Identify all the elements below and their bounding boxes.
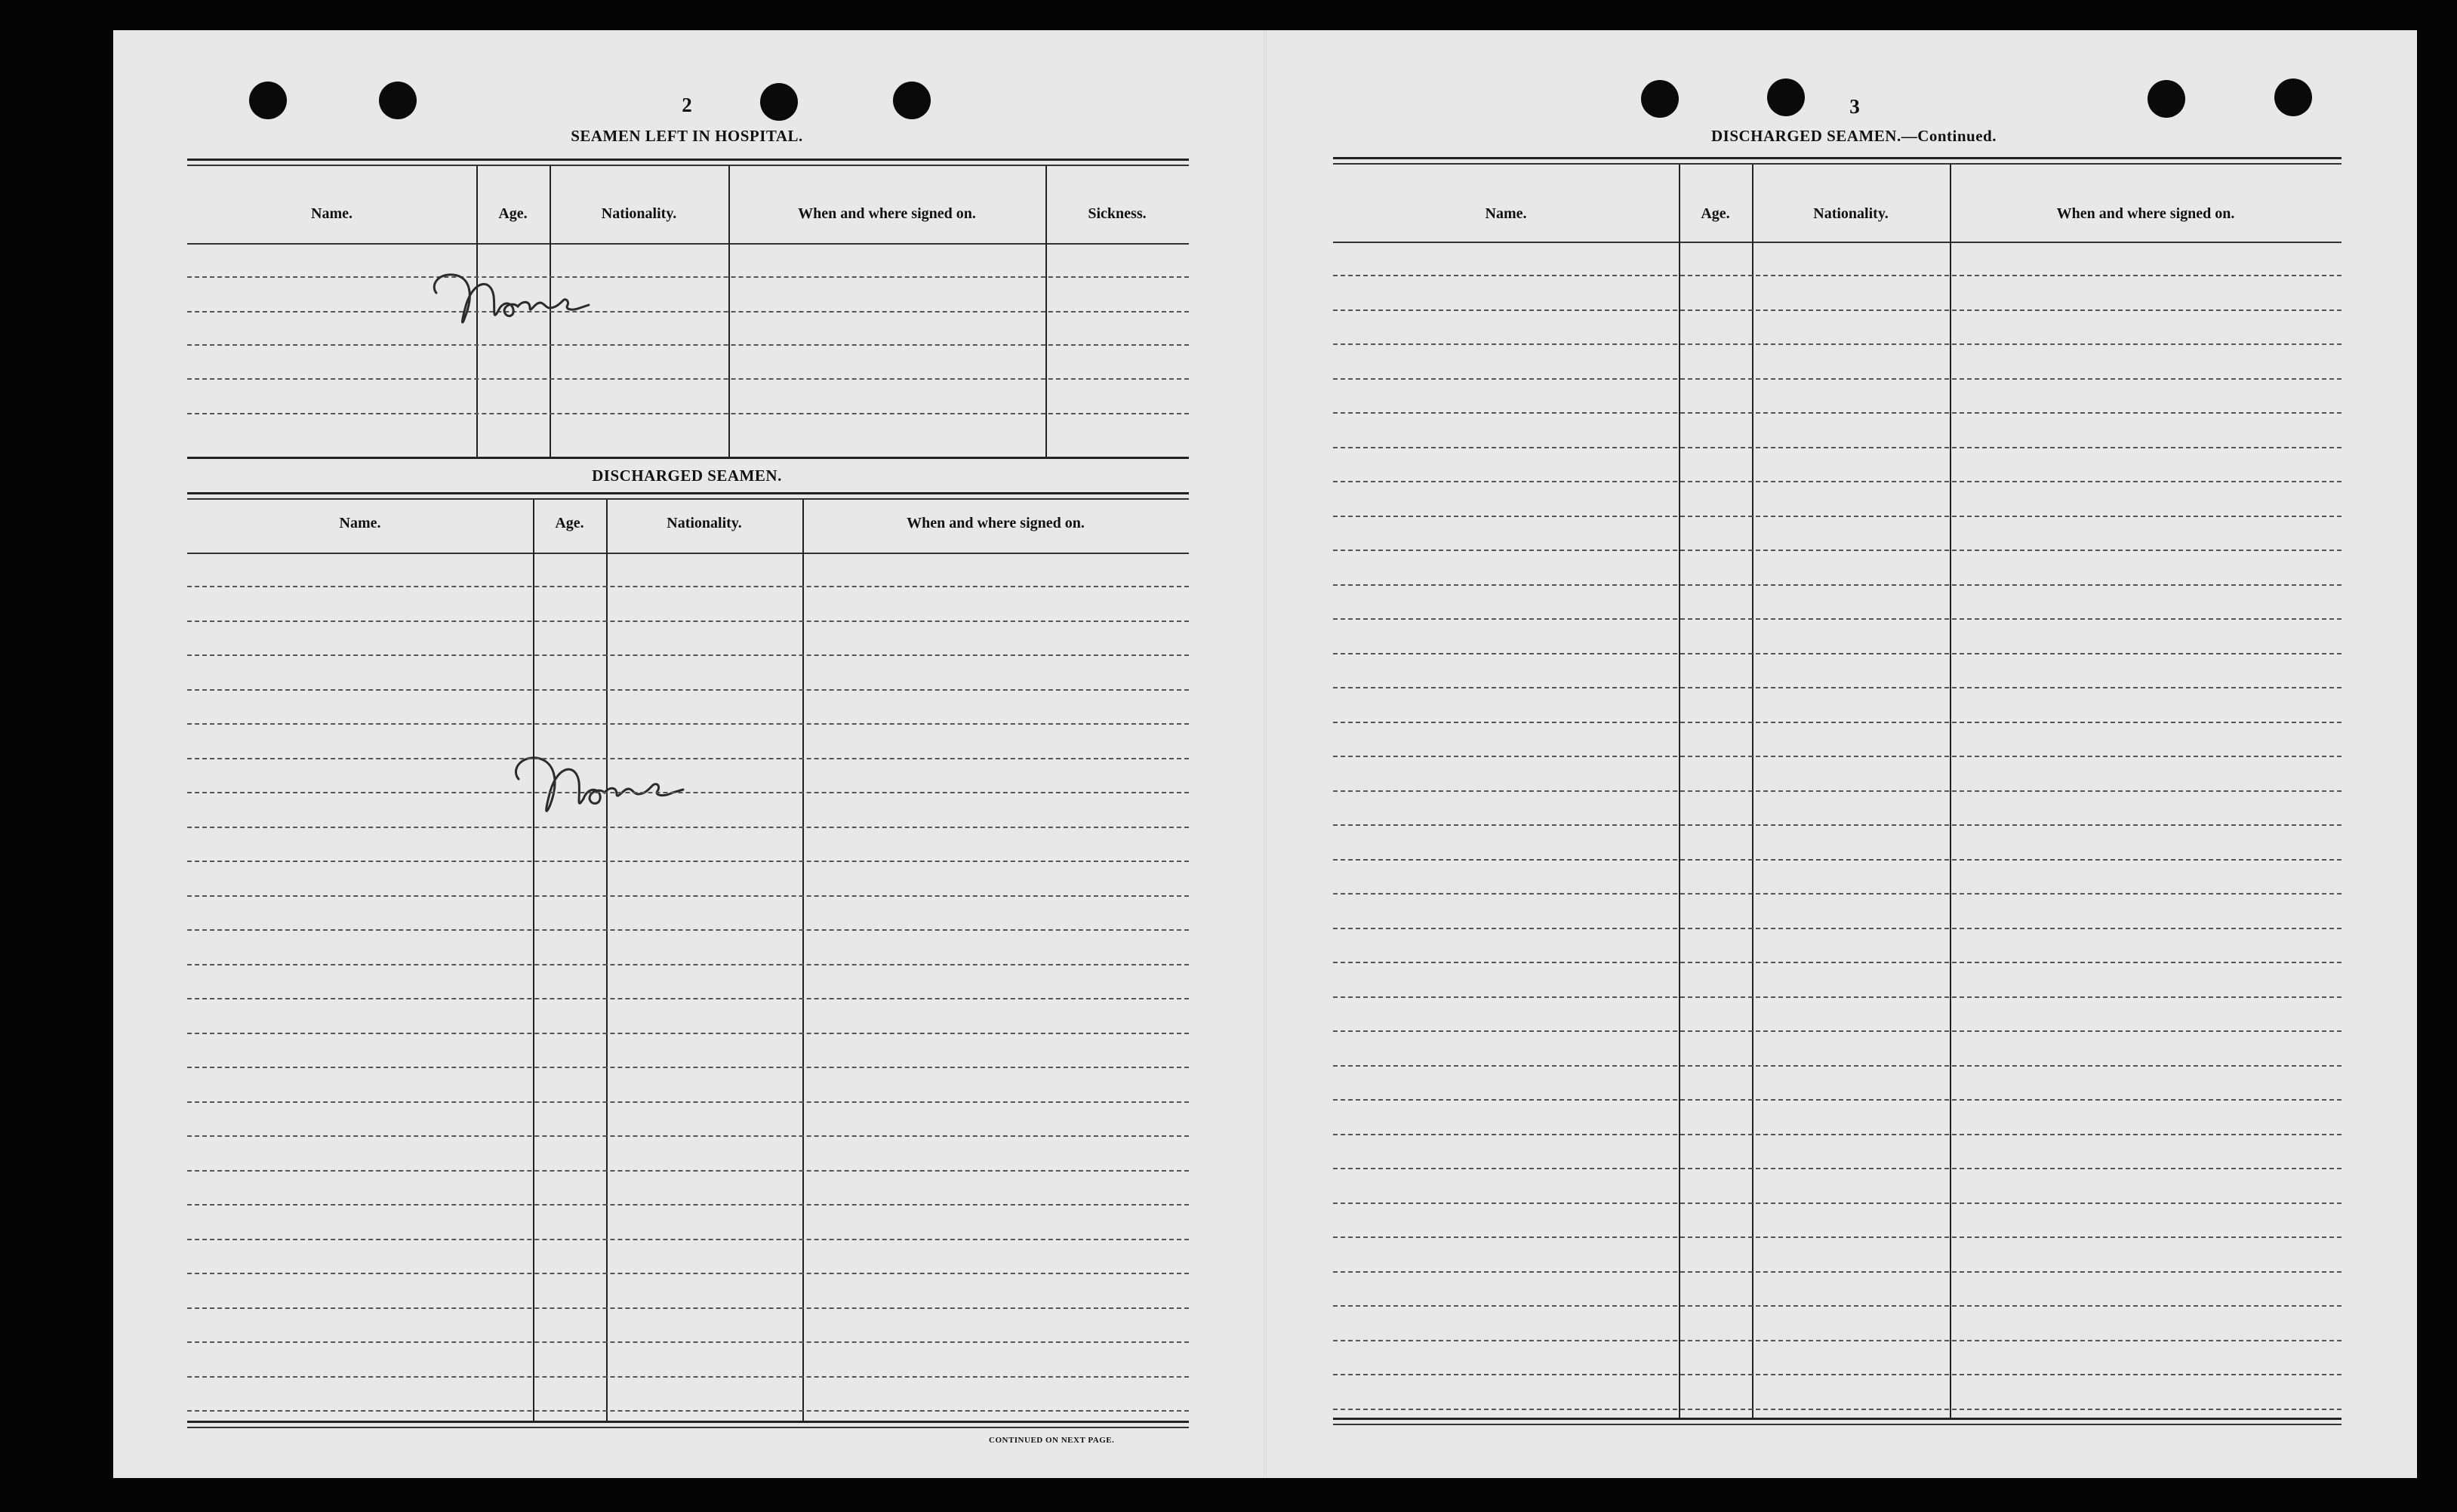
column-header-name: Name. xyxy=(1485,205,1527,222)
entry-row-line xyxy=(1333,653,2342,654)
entry-row-line xyxy=(187,758,1189,759)
entry-row-line xyxy=(1333,1409,2342,1410)
form-sheet xyxy=(113,30,2417,1478)
entry-row-line xyxy=(187,1033,1189,1034)
page-number: 3 xyxy=(1849,95,1860,118)
column-header-signed-on: When and where signed on. xyxy=(2056,205,2235,222)
punch-hole xyxy=(893,82,931,119)
entry-row-line xyxy=(187,689,1189,691)
entry-row-line xyxy=(187,929,1189,931)
entry-row-line xyxy=(1333,962,2342,963)
hospital-table xyxy=(187,166,1189,457)
punch-hole xyxy=(1641,80,1679,118)
entry-row-line xyxy=(1333,859,2342,861)
entry-row-line xyxy=(187,827,1189,828)
column-divider xyxy=(802,500,804,1421)
entry-row-line xyxy=(1333,1305,2342,1307)
entry-row-line xyxy=(187,654,1189,656)
column-header-rule xyxy=(1333,242,2342,243)
bottom-rule xyxy=(1333,1418,2342,1420)
entry-row-line xyxy=(1333,1236,2342,1238)
entry-row-line xyxy=(1333,275,2342,276)
column-header-signed-on: When and where signed on. xyxy=(798,205,976,222)
entry-row-line xyxy=(1333,1168,2342,1169)
punch-hole xyxy=(1767,79,1805,116)
column-header-rule xyxy=(187,243,1189,245)
entry-row-line xyxy=(187,1376,1189,1378)
column-header-nationality: Nationality. xyxy=(667,515,742,531)
entry-row-line xyxy=(1333,309,2342,311)
page-number: 2 xyxy=(682,94,692,116)
discharged-continued-title: DISCHARGED SEAMEN.—Continued. xyxy=(1711,127,1997,145)
column-header-rule xyxy=(187,553,1189,554)
entry-row-line xyxy=(1333,722,2342,723)
entry-row-line xyxy=(187,1341,1189,1343)
entry-row-line xyxy=(187,1101,1189,1103)
entry-row-line xyxy=(1333,447,2342,448)
entry-row-line xyxy=(187,964,1189,965)
entry-row-line xyxy=(187,586,1189,587)
punch-hole xyxy=(2274,79,2312,116)
entry-row-line xyxy=(187,378,1189,380)
column-header-name: Name. xyxy=(339,515,381,531)
bottom-rule xyxy=(187,1421,1189,1423)
entry-row-line xyxy=(1333,516,2342,517)
entry-row-line xyxy=(187,311,1189,313)
left-page xyxy=(113,30,1265,1478)
discharged-section-title: DISCHARGED SEAMEN. xyxy=(592,467,782,485)
entry-row-line xyxy=(1333,618,2342,620)
entry-row-line xyxy=(187,723,1189,725)
entry-row-line xyxy=(187,344,1189,346)
entry-row-line xyxy=(1333,378,2342,380)
entry-row-line xyxy=(1333,1065,2342,1067)
entry-row-line xyxy=(1333,1374,2342,1375)
entry-row-line xyxy=(1333,481,2342,482)
entry-row-line xyxy=(1333,824,2342,826)
entry-row-line xyxy=(187,998,1189,999)
column-header-age: Age. xyxy=(498,205,528,222)
entry-row-line xyxy=(1333,996,2342,998)
column-divider xyxy=(606,500,608,1421)
entry-row-line xyxy=(1333,893,2342,895)
punch-hole xyxy=(760,83,798,121)
entry-row-line xyxy=(1333,550,2342,551)
continued-note: CONTINUED ON NEXT PAGE. xyxy=(989,1436,1115,1445)
punch-hole xyxy=(2148,80,2185,118)
entry-row-line xyxy=(187,792,1189,793)
entry-row-line xyxy=(1333,687,2342,688)
column-header-name: Name. xyxy=(311,205,353,222)
entry-row-line xyxy=(187,1135,1189,1137)
header-rule xyxy=(1333,157,2342,159)
entry-row-line xyxy=(1333,1203,2342,1204)
entry-row-line xyxy=(1333,1271,2342,1273)
entry-row-line xyxy=(1333,790,2342,792)
punch-hole xyxy=(249,82,287,119)
entry-row-line xyxy=(1333,928,2342,929)
entry-row-line xyxy=(187,276,1189,278)
column-header-sickness: Sickness. xyxy=(1088,205,1147,222)
entry-row-line xyxy=(1333,1030,2342,1032)
discharged-table xyxy=(187,500,1189,1421)
discharged-continued-table xyxy=(1333,165,2342,1418)
entry-row-line xyxy=(1333,584,2342,586)
punch-hole xyxy=(379,82,417,119)
entry-row-line xyxy=(187,861,1189,862)
column-header-nationality: Nationality. xyxy=(601,205,677,222)
handwritten-none-signature xyxy=(429,257,648,340)
entry-row-line xyxy=(1333,1099,2342,1101)
bottom-rule xyxy=(187,1427,1189,1428)
entry-row-line xyxy=(187,1307,1189,1309)
header-rule xyxy=(187,492,1189,494)
column-header-age: Age. xyxy=(555,515,584,531)
column-divider xyxy=(533,500,534,1421)
bottom-rule xyxy=(1333,1424,2342,1425)
entry-row-line xyxy=(187,895,1189,897)
entry-row-line xyxy=(187,413,1189,414)
column-header-age: Age. xyxy=(1701,205,1730,222)
hospital-section-title: SEAMEN LEFT IN HOSPITAL. xyxy=(571,127,803,145)
right-page xyxy=(1265,30,2417,1478)
entry-row-line xyxy=(187,1067,1189,1068)
column-header-signed-on: When and where signed on. xyxy=(907,515,1085,531)
section-rule xyxy=(187,457,1189,459)
entry-row-line xyxy=(187,1410,1189,1412)
entry-row-line xyxy=(1333,343,2342,345)
column-header-nationality: Nationality. xyxy=(1813,205,1889,222)
entry-row-line xyxy=(1333,756,2342,757)
entry-row-line xyxy=(187,1239,1189,1240)
header-rule xyxy=(187,159,1189,161)
entry-row-line xyxy=(1333,1340,2342,1341)
entry-row-line xyxy=(187,1204,1189,1206)
entry-row-line xyxy=(187,1170,1189,1172)
entry-row-line xyxy=(187,621,1189,622)
entry-row-line xyxy=(1333,412,2342,414)
entry-row-line xyxy=(187,1273,1189,1274)
entry-row-line xyxy=(1333,1134,2342,1135)
